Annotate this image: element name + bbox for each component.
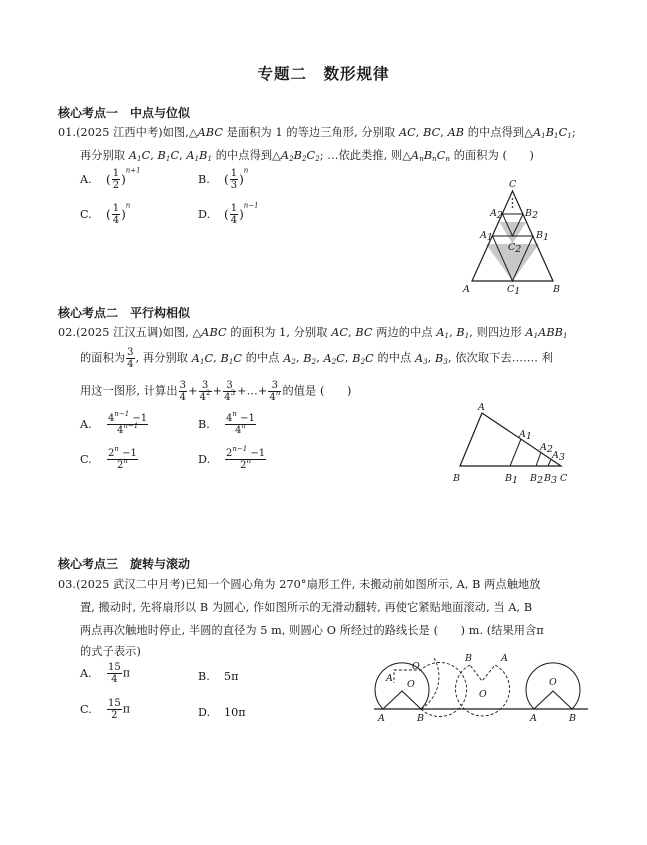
segment-a3b3 [548, 459, 551, 466]
numerator: 15 [108, 698, 121, 709]
numerator: 15 [108, 662, 121, 673]
section-heading-1: 核心考点一 中点与位似 [58, 106, 191, 120]
option-b[interactable]: B. ( $\frac{1}{3}$ )$^n$ [198, 166, 249, 191]
section-heading-3: 核心考点三 旋转与滚动 [58, 557, 191, 571]
numerator: 3 [179, 380, 187, 391]
option-a[interactable] [80, 662, 130, 685]
sub: 3 [550, 475, 558, 486]
label-c1-text: C [507, 284, 515, 295]
label-a-mid: A [501, 653, 508, 664]
den-exp: 3 [230, 389, 236, 397]
question-1-line-2: 再分别取 $A_1C$, $B_1C$, $A_1B_1$ 的中点得到$\triangle A_2B_2C_2$; …依此类推, 则$\triangle A_nB_nC_n$ 的面积为 ( ) [80, 149, 535, 163]
question-3-line-2: 置, 搬动时, 先将扇形以 B 为圆心, 作如图所示的无滑动翻转, 再使它紧贴地面滚动, 当 A, B [80, 601, 533, 614]
text: 的面积为 [80, 351, 126, 365]
option-label: D. [198, 452, 211, 466]
base: 4 [234, 425, 242, 436]
tail: −1 [118, 448, 137, 459]
fraction [107, 662, 122, 685]
option-label: B. [198, 670, 210, 683]
base: 2 [108, 448, 115, 459]
tail: −1 [236, 413, 255, 424]
t: B [530, 473, 537, 484]
exponent: n+1 [125, 166, 141, 175]
label-o-final: O [549, 677, 557, 688]
var: $A_2B_2C_2$ [280, 149, 320, 163]
option-d[interactable]: D. ( $\frac{1}{4}$ )$^{n-1}$ [198, 201, 259, 226]
fraction [107, 445, 138, 471]
question-number: 01. [58, 126, 77, 139]
label-a2 [489, 208, 503, 221]
label-b2-text: B [525, 208, 532, 219]
numerator: 3 [127, 347, 134, 358]
text: 的值是 ( ) [282, 384, 352, 398]
question-3-line-4: 的式子表示) [80, 645, 141, 658]
exp: n [114, 445, 119, 453]
fraction [225, 445, 266, 471]
fraction [126, 347, 134, 370]
question-source: (2025 江西中考) [76, 126, 163, 139]
segment-a1b1 [510, 439, 521, 466]
option-label: A. [80, 172, 92, 186]
option-label: C. [80, 207, 92, 221]
option-b[interactable] [198, 410, 257, 436]
label-b3 [543, 473, 557, 486]
fraction [107, 410, 148, 436]
label-b1 [504, 473, 518, 486]
option-label: C. [80, 452, 92, 466]
sub: 2 [536, 475, 544, 486]
denominator: 2 [111, 710, 118, 721]
denominator [223, 389, 236, 403]
text: , 依次取下去……. 利 [447, 351, 553, 365]
option-value: 10π [224, 706, 246, 719]
denominator: 4 [230, 215, 238, 226]
exponent: n [243, 166, 249, 175]
sub: 1 [541, 132, 546, 140]
sub: 1 [567, 132, 572, 140]
label-b2 [529, 473, 543, 486]
text: 的中点 [373, 351, 415, 365]
option-label: A. [80, 666, 92, 680]
dot [512, 206, 514, 208]
var: $B_1C$ [157, 149, 180, 163]
label-b-1: B [417, 713, 424, 724]
label-b-final: B [569, 713, 576, 724]
var: $A_nB_nC_n$ [411, 149, 451, 163]
sub: 3 [558, 452, 565, 463]
t: B [544, 473, 551, 484]
base: 2 [240, 460, 247, 471]
numerator: 1 [230, 168, 238, 179]
t: A [519, 429, 526, 440]
exp: n [123, 457, 128, 465]
denominator [107, 422, 148, 436]
t: A [540, 442, 547, 453]
text: 是面积为 1 的等边三角形, 分别取 [223, 126, 399, 139]
text: 的中点得到△ [464, 126, 533, 139]
var: $A_1C$ [191, 351, 214, 366]
question-2-line-3 [80, 380, 351, 403]
denominator: 3 [230, 180, 238, 191]
sub: 1 [554, 132, 559, 140]
option-label: B. [198, 172, 210, 186]
question-number: 03. [58, 578, 77, 591]
den-exp: 2 [206, 389, 211, 397]
label-c2-text: C [508, 242, 516, 253]
text: 用这一图形, 计算出 [80, 384, 178, 398]
fraction [225, 410, 256, 436]
label-b1 [535, 230, 549, 243]
denominator [225, 422, 256, 436]
label-b: B [453, 473, 460, 484]
option-label: D. [198, 706, 211, 719]
option-c[interactable] [80, 445, 139, 471]
dot [512, 198, 514, 200]
text: ; …依此类推, 则△ [319, 149, 412, 162]
tail: −1 [129, 413, 148, 424]
exp: n [241, 422, 246, 430]
text: , [348, 326, 356, 339]
den-base: 4 [269, 392, 276, 403]
text: , 则四边形 [469, 326, 526, 339]
label-c: C [509, 179, 517, 190]
var: ABC [201, 326, 227, 339]
t: B [505, 473, 512, 484]
text: 两边的中点 [372, 326, 437, 339]
var: AC [331, 326, 349, 339]
den-exp: n [275, 389, 281, 397]
var: ABC [197, 126, 224, 139]
dot [512, 202, 514, 204]
sub: 1 [511, 475, 519, 486]
text: ; [571, 126, 576, 139]
question-1-line-1 [58, 124, 576, 140]
base: 4 [226, 413, 233, 424]
var: A [532, 126, 542, 139]
denominator: 2 [112, 180, 120, 191]
var: $B_3$ [435, 351, 448, 366]
sub: 2 [515, 244, 522, 255]
fraction-term-1 [179, 380, 187, 403]
var: C [558, 126, 568, 139]
option-a[interactable] [80, 410, 149, 436]
t: A [552, 450, 559, 461]
fraction [107, 698, 122, 721]
text: , 再分别取 [135, 351, 192, 365]
denominator [199, 389, 212, 403]
question-number: 02. [58, 326, 77, 339]
label-a-final: A [530, 713, 537, 724]
exp: n−1 [114, 410, 130, 418]
den-base: 4 [224, 392, 231, 403]
var: $A_1B_1$ [186, 149, 213, 163]
base: 2 [226, 448, 233, 459]
fraction-term-n [268, 380, 281, 403]
option-b[interactable] [198, 670, 238, 683]
exponent: n [125, 201, 131, 210]
var: $B_1$ [456, 326, 470, 340]
fraction-term-2 [199, 380, 212, 403]
var: $B_2$ [303, 351, 317, 366]
question-3-line-1 [58, 576, 541, 592]
triangle-symbol: △ [188, 126, 198, 139]
text: , [440, 126, 448, 139]
plus: + [188, 384, 198, 398]
triangle-abc [460, 413, 561, 466]
section-heading-2: 核心考点二 平行构相似 [58, 306, 191, 320]
sub: 1 [514, 286, 521, 297]
label-b-mid: B [465, 653, 472, 664]
base: 4 [116, 425, 124, 436]
question-2-line-2: 的面积为 $\frac{3}{4}$ , 再分别取 $A_1C$, $B_1C$ 的中点 $A_2$, $B_2$, $A_2C$, $B_2C$ 的中点 $A_3$, $B_3$, 依次取下去……. 利 [80, 347, 553, 370]
exp: n−1 [232, 445, 248, 453]
text: 再分别取 [80, 149, 129, 162]
numerator: 1 [112, 203, 120, 214]
figure-parallel-triangle [448, 400, 588, 490]
plus: + [212, 384, 223, 398]
ellipsis: +…+ [237, 384, 268, 398]
fraction [112, 168, 120, 191]
numerator: 3 [199, 380, 212, 392]
exp: n [232, 410, 237, 418]
sub: 1 [525, 431, 532, 442]
var: $A_2C$ [323, 351, 345, 366]
sub: 2 [546, 444, 553, 455]
fraction [230, 168, 238, 191]
label-a-rot: A [386, 673, 393, 684]
page-title: 专题二 数形规律 [257, 65, 390, 83]
numerator: 3 [223, 380, 236, 392]
sector-rotated-arc [421, 658, 439, 709]
var: $A_1$ [436, 326, 450, 340]
label-a: A [478, 402, 485, 413]
label-a-1: A [378, 713, 385, 724]
denominator [107, 457, 138, 471]
option-d[interactable] [198, 706, 246, 719]
option-label: B. [198, 417, 210, 431]
option-c[interactable] [80, 698, 130, 721]
denominator: 4 [112, 215, 120, 226]
var: BC [355, 326, 373, 339]
label-o-mid: O [479, 689, 487, 700]
var: $B_1C$ [220, 351, 243, 366]
text: 已知一个圆心角为 270°扇形工件, 未搬动前如图所示, A, B 两点触地放 [185, 578, 541, 591]
option-c[interactable]: C. ( $\frac{1}{4}$ )$^n$ [80, 201, 131, 226]
denominator [225, 457, 266, 471]
base: 4 [108, 413, 115, 424]
text: 如图, △ [162, 326, 202, 339]
option-value: 5π [224, 670, 239, 683]
figure-nested-triangles [455, 175, 580, 297]
var: AC [398, 126, 416, 139]
fraction [230, 203, 238, 226]
den-base: 4 [199, 392, 207, 403]
text: 的面积为 ( ) [450, 149, 535, 162]
label-a: A [463, 284, 470, 295]
numerator: 1 [230, 203, 238, 214]
exp: n [246, 457, 251, 465]
segment-a2b2 [536, 452, 541, 466]
var: BC [423, 126, 441, 139]
sub: 2 [531, 210, 539, 221]
denominator: 4 [127, 359, 134, 370]
question-source: (2025 江汉五调) [76, 326, 163, 339]
question-2-line-1 [58, 324, 568, 340]
var: $A_2$ [283, 351, 296, 366]
sub: 1 [542, 232, 550, 243]
denominator: 4 [111, 674, 118, 685]
pi: π [122, 666, 131, 680]
denominator: 4 [179, 392, 187, 403]
figure-rolling-sector [362, 648, 597, 728]
text: 的中点 [242, 351, 284, 365]
var [533, 126, 572, 139]
sub: 1 [486, 232, 493, 243]
sub: 2 [496, 210, 503, 221]
label-o-rot: O [412, 661, 420, 672]
numerator: 3 [268, 380, 281, 392]
pi: π [122, 702, 131, 716]
label-b2 [524, 208, 538, 221]
label-b1-text: B [536, 230, 543, 241]
option-d[interactable] [198, 445, 267, 471]
text: , [415, 126, 424, 139]
denominator [268, 389, 281, 403]
var: $A_3$ [414, 351, 428, 366]
label-a2-text: A [490, 208, 497, 219]
numerator: 1 [112, 168, 120, 179]
shaded-triangle-2 [500, 222, 527, 244]
var: $A_1ABB_1$ [525, 326, 568, 340]
var: B [545, 126, 555, 139]
label-b: B [553, 284, 560, 295]
text: , [449, 326, 457, 339]
fraction-term-3 [223, 380, 236, 403]
label-a1 [479, 230, 493, 243]
text: 的中点得到△ [212, 149, 281, 162]
question-source: (2025 武汉二中月考) [76, 578, 186, 591]
text: 如图, [162, 126, 189, 139]
option-label: A. [80, 417, 92, 431]
var: $B_2C$ [352, 351, 374, 366]
tail: −1 [247, 448, 266, 459]
option-label: C. [80, 702, 92, 716]
label-o-1: O [407, 679, 415, 690]
label-c1 [507, 284, 520, 297]
option-a[interactable]: A. ( $\frac{1}{2}$ )$^{n+1}$ [80, 166, 141, 191]
label-c: C [560, 473, 568, 484]
fraction [112, 203, 120, 226]
option-label: D. [198, 207, 211, 221]
label-a1-text: A [480, 230, 487, 241]
question-3-line-3: 两点再次触地时停止, 半圆的直径为 5 m, 则圆心 O 所经过的路线长是 ( ) m. (结果用含π [80, 624, 544, 637]
var: $A_1C$ [128, 149, 151, 163]
exp: n−1 [123, 422, 139, 430]
base: 2 [116, 460, 124, 471]
text: 的面积为 1, 分别取 [226, 326, 332, 339]
var: AB [447, 126, 465, 139]
exponent: n−1 [243, 201, 259, 210]
